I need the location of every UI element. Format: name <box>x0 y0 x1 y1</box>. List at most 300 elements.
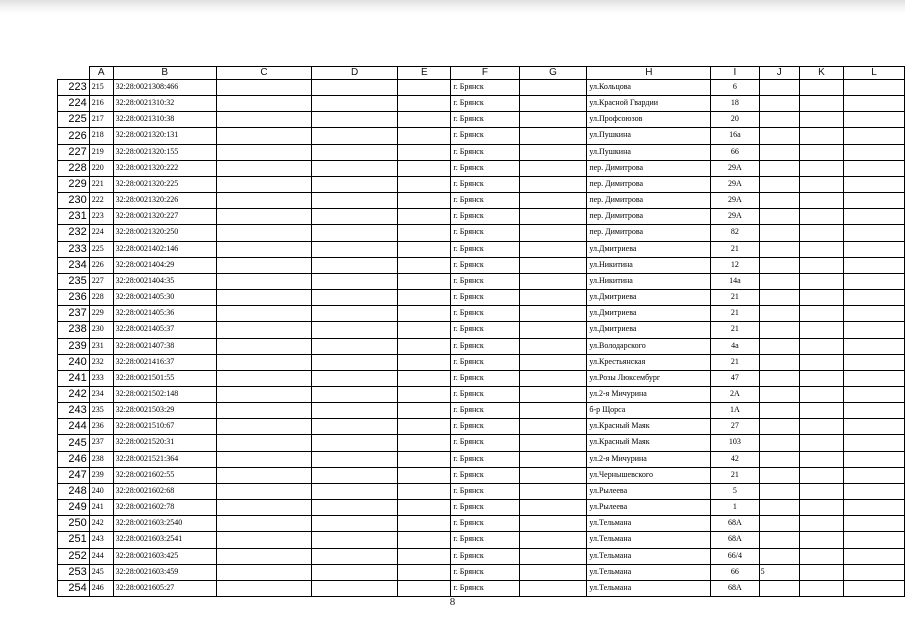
cell-f[interactable]: г. Брянск <box>451 193 519 209</box>
row-number[interactable]: 254 <box>58 580 90 596</box>
cell-c[interactable] <box>216 338 311 354</box>
cell-j[interactable] <box>759 128 799 144</box>
cell-j[interactable] <box>759 241 799 257</box>
cell-c[interactable] <box>216 176 311 192</box>
cell-h[interactable]: ул.Тельмана <box>587 580 711 596</box>
row-number[interactable]: 226 <box>58 128 90 144</box>
cell-f[interactable]: г. Брянск <box>451 548 519 564</box>
row-number[interactable]: 243 <box>58 403 90 419</box>
cell-b[interactable]: 32:28:0021320:250 <box>113 225 216 241</box>
row-number[interactable]: 245 <box>58 435 90 451</box>
cell-l[interactable] <box>844 322 905 338</box>
cell-a[interactable]: 222 <box>89 193 113 209</box>
cell-e[interactable] <box>398 419 451 435</box>
cell-c[interactable] <box>216 483 311 499</box>
cell-e[interactable] <box>398 160 451 176</box>
cell-f[interactable]: г. Брянск <box>451 516 519 532</box>
cell-f[interactable]: г. Брянск <box>451 386 519 402</box>
cell-g[interactable] <box>519 500 587 516</box>
cell-f[interactable]: г. Брянск <box>451 580 519 596</box>
cell-j[interactable] <box>759 580 799 596</box>
cell-i[interactable]: 4а <box>711 338 759 354</box>
cell-e[interactable] <box>398 516 451 532</box>
cell-b[interactable]: 32:28:0021402:146 <box>113 241 216 257</box>
cell-b[interactable]: 32:28:0021416:37 <box>113 354 216 370</box>
cell-g[interactable] <box>519 241 587 257</box>
cell-e[interactable] <box>398 80 451 96</box>
cell-c[interactable] <box>216 532 311 548</box>
cell-c[interactable] <box>216 257 311 273</box>
cell-f[interactable]: г. Брянск <box>451 273 519 289</box>
cell-e[interactable] <box>398 193 451 209</box>
cell-a[interactable]: 226 <box>89 257 113 273</box>
row-number[interactable]: 230 <box>58 193 90 209</box>
cell-l[interactable] <box>844 306 905 322</box>
cell-k[interactable] <box>799 483 843 499</box>
cell-i[interactable]: 103 <box>711 435 759 451</box>
cell-i[interactable]: 12 <box>711 257 759 273</box>
cell-i[interactable]: 21 <box>711 290 759 306</box>
cell-k[interactable] <box>799 548 843 564</box>
cell-a[interactable]: 223 <box>89 209 113 225</box>
cell-j[interactable] <box>759 354 799 370</box>
cell-a[interactable]: 237 <box>89 435 113 451</box>
cell-h[interactable]: б-р Щорса <box>587 403 711 419</box>
cell-h[interactable]: ул.Кольцова <box>587 80 711 96</box>
cell-i[interactable]: 66 <box>711 564 759 580</box>
cell-j[interactable] <box>759 532 799 548</box>
cell-c[interactable] <box>216 516 311 532</box>
cell-i[interactable]: 14а <box>711 273 759 289</box>
cell-f[interactable]: г. Брянск <box>451 112 519 128</box>
cell-k[interactable] <box>799 209 843 225</box>
cell-g[interactable] <box>519 483 587 499</box>
cell-e[interactable] <box>398 548 451 564</box>
cell-j[interactable] <box>759 386 799 402</box>
cell-l[interactable] <box>844 451 905 467</box>
cell-g[interactable] <box>519 160 587 176</box>
cell-i[interactable]: 2А <box>711 386 759 402</box>
cell-l[interactable] <box>844 532 905 548</box>
cell-c[interactable] <box>216 225 311 241</box>
row-number[interactable]: 246 <box>58 451 90 467</box>
cell-e[interactable] <box>398 290 451 306</box>
cell-h[interactable]: ул.Никитина <box>587 273 711 289</box>
cell-l[interactable] <box>844 160 905 176</box>
cell-j[interactable] <box>759 500 799 516</box>
cell-j[interactable] <box>759 144 799 160</box>
cell-j[interactable] <box>759 273 799 289</box>
cell-g[interactable] <box>519 193 587 209</box>
cell-j[interactable] <box>759 403 799 419</box>
cell-c[interactable] <box>216 306 311 322</box>
cell-a[interactable]: 230 <box>89 322 113 338</box>
cell-g[interactable] <box>519 532 587 548</box>
cell-b[interactable]: 32:28:0021501:55 <box>113 370 216 386</box>
cell-f[interactable]: г. Брянск <box>451 403 519 419</box>
cell-l[interactable] <box>844 370 905 386</box>
cell-c[interactable] <box>216 144 311 160</box>
cell-e[interactable] <box>398 176 451 192</box>
cell-a[interactable]: 234 <box>89 386 113 402</box>
cell-e[interactable] <box>398 338 451 354</box>
cell-e[interactable] <box>398 128 451 144</box>
cell-j[interactable] <box>759 451 799 467</box>
cell-h[interactable]: ул.Пушкина <box>587 128 711 144</box>
cell-c[interactable] <box>216 354 311 370</box>
column-header-i[interactable]: I <box>711 67 759 80</box>
cell-k[interactable] <box>799 354 843 370</box>
cell-i[interactable]: 20 <box>711 112 759 128</box>
cell-a[interactable]: 235 <box>89 403 113 419</box>
row-number[interactable]: 249 <box>58 500 90 516</box>
cell-c[interactable] <box>216 160 311 176</box>
cell-b[interactable]: 32:28:0021320:227 <box>113 209 216 225</box>
cell-d[interactable] <box>312 80 398 96</box>
cell-g[interactable] <box>519 225 587 241</box>
cell-k[interactable] <box>799 467 843 483</box>
cell-h[interactable]: ул.Тельмана <box>587 516 711 532</box>
cell-j[interactable] <box>759 338 799 354</box>
cell-e[interactable] <box>398 209 451 225</box>
cell-d[interactable] <box>312 96 398 112</box>
cell-a[interactable]: 244 <box>89 548 113 564</box>
cell-l[interactable] <box>844 516 905 532</box>
cell-c[interactable] <box>216 370 311 386</box>
cell-a[interactable]: 215 <box>89 80 113 96</box>
cell-j[interactable] <box>759 483 799 499</box>
cell-k[interactable] <box>799 435 843 451</box>
cell-h[interactable]: ул.Пушкина <box>587 144 711 160</box>
cell-g[interactable] <box>519 290 587 306</box>
cell-g[interactable] <box>519 354 587 370</box>
cell-b[interactable]: 32:28:0021404:35 <box>113 273 216 289</box>
cell-h[interactable]: пер. Димитрова <box>587 176 711 192</box>
cell-l[interactable] <box>844 435 905 451</box>
row-number[interactable]: 242 <box>58 386 90 402</box>
cell-i[interactable]: 18 <box>711 96 759 112</box>
cell-d[interactable] <box>312 160 398 176</box>
cell-e[interactable] <box>398 273 451 289</box>
cell-e[interactable] <box>398 112 451 128</box>
cell-f[interactable]: г. Брянск <box>451 306 519 322</box>
cell-f[interactable]: г. Брянск <box>451 209 519 225</box>
cell-d[interactable] <box>312 225 398 241</box>
cell-d[interactable] <box>312 419 398 435</box>
cell-g[interactable] <box>519 516 587 532</box>
row-number[interactable]: 224 <box>58 96 90 112</box>
cell-f[interactable]: г. Брянск <box>451 564 519 580</box>
cell-h[interactable]: пер. Димитрова <box>587 209 711 225</box>
cell-k[interactable] <box>799 128 843 144</box>
cell-a[interactable]: 218 <box>89 128 113 144</box>
cell-f[interactable]: г. Брянск <box>451 338 519 354</box>
cell-a[interactable]: 220 <box>89 160 113 176</box>
cell-a[interactable]: 217 <box>89 112 113 128</box>
cell-g[interactable] <box>519 548 587 564</box>
cell-c[interactable] <box>216 96 311 112</box>
cell-f[interactable]: г. Брянск <box>451 322 519 338</box>
cell-d[interactable] <box>312 176 398 192</box>
cell-j[interactable] <box>759 322 799 338</box>
cell-b[interactable]: 32:28:0021602:55 <box>113 467 216 483</box>
cell-a[interactable]: 241 <box>89 500 113 516</box>
cell-c[interactable] <box>216 500 311 516</box>
cell-j[interactable] <box>759 435 799 451</box>
cell-e[interactable] <box>398 144 451 160</box>
row-number[interactable]: 248 <box>58 483 90 499</box>
cell-k[interactable] <box>799 580 843 596</box>
cell-l[interactable] <box>844 354 905 370</box>
cell-c[interactable] <box>216 322 311 338</box>
cell-i[interactable]: 29А <box>711 209 759 225</box>
cell-j[interactable] <box>759 193 799 209</box>
cell-k[interactable] <box>799 564 843 580</box>
cell-e[interactable] <box>398 96 451 112</box>
cell-j[interactable]: 5 <box>759 564 799 580</box>
cell-l[interactable] <box>844 176 905 192</box>
cell-c[interactable] <box>216 290 311 306</box>
cell-d[interactable] <box>312 386 398 402</box>
cell-k[interactable] <box>799 290 843 306</box>
cell-b[interactable]: 32:28:0021510:67 <box>113 419 216 435</box>
column-header-h[interactable]: H <box>587 67 711 80</box>
cell-i[interactable]: 1 <box>711 500 759 516</box>
cell-j[interactable] <box>759 516 799 532</box>
cell-c[interactable] <box>216 386 311 402</box>
cell-i[interactable]: 21 <box>711 306 759 322</box>
cell-b[interactable]: 32:28:0021503:29 <box>113 403 216 419</box>
row-number[interactable]: 252 <box>58 548 90 564</box>
cell-c[interactable] <box>216 241 311 257</box>
cell-l[interactable] <box>844 580 905 596</box>
cell-j[interactable] <box>759 370 799 386</box>
cell-i[interactable]: 82 <box>711 225 759 241</box>
cell-a[interactable]: 232 <box>89 354 113 370</box>
cell-g[interactable] <box>519 580 587 596</box>
cell-g[interactable] <box>519 80 587 96</box>
cell-c[interactable] <box>216 564 311 580</box>
cell-f[interactable]: г. Брянск <box>451 500 519 516</box>
cell-g[interactable] <box>519 419 587 435</box>
cell-h[interactable]: пер. Димитрова <box>587 193 711 209</box>
cell-k[interactable] <box>799 532 843 548</box>
cell-h[interactable]: ул.Дмитриева <box>587 241 711 257</box>
cell-l[interactable] <box>844 548 905 564</box>
cell-i[interactable]: 66/4 <box>711 548 759 564</box>
cell-d[interactable] <box>312 257 398 273</box>
cell-l[interactable] <box>844 225 905 241</box>
cell-h[interactable]: ул.Рылеева <box>587 500 711 516</box>
row-number[interactable]: 239 <box>58 338 90 354</box>
cell-h[interactable]: ул.Никитина <box>587 257 711 273</box>
column-header-b[interactable]: B <box>113 67 216 80</box>
cell-a[interactable]: 245 <box>89 564 113 580</box>
cell-f[interactable]: г. Брянск <box>451 96 519 112</box>
cell-g[interactable] <box>519 306 587 322</box>
cell-k[interactable] <box>799 500 843 516</box>
cell-c[interactable] <box>216 435 311 451</box>
cell-k[interactable] <box>799 96 843 112</box>
cell-d[interactable] <box>312 112 398 128</box>
cell-c[interactable] <box>216 112 311 128</box>
cell-g[interactable] <box>519 338 587 354</box>
cell-k[interactable] <box>799 273 843 289</box>
row-number[interactable]: 241 <box>58 370 90 386</box>
cell-b[interactable]: 32:28:0021603:2540 <box>113 516 216 532</box>
cell-e[interactable] <box>398 403 451 419</box>
cell-g[interactable] <box>519 435 587 451</box>
cell-f[interactable]: г. Брянск <box>451 144 519 160</box>
cell-a[interactable]: 225 <box>89 241 113 257</box>
column-header-c[interactable]: C <box>216 67 311 80</box>
cell-l[interactable] <box>844 564 905 580</box>
cell-i[interactable]: 21 <box>711 467 759 483</box>
row-number[interactable]: 253 <box>58 564 90 580</box>
column-header-f[interactable]: F <box>451 67 519 80</box>
cell-h[interactable]: ул.2-я Мичурина <box>587 451 711 467</box>
cell-b[interactable]: 32:28:0021520:31 <box>113 435 216 451</box>
column-header-k[interactable]: K <box>799 67 843 80</box>
row-number[interactable]: 250 <box>58 516 90 532</box>
cell-h[interactable]: ул.Дмитриева <box>587 322 711 338</box>
cell-f[interactable]: г. Брянск <box>451 467 519 483</box>
cell-d[interactable] <box>312 435 398 451</box>
row-number[interactable]: 240 <box>58 354 90 370</box>
cell-b[interactable]: 32:28:0021405:30 <box>113 290 216 306</box>
cell-d[interactable] <box>312 354 398 370</box>
cell-l[interactable] <box>844 128 905 144</box>
cell-g[interactable] <box>519 144 587 160</box>
cell-e[interactable] <box>398 467 451 483</box>
cell-d[interactable] <box>312 516 398 532</box>
cell-i[interactable]: 68А <box>711 580 759 596</box>
cell-c[interactable] <box>216 451 311 467</box>
cell-j[interactable] <box>759 96 799 112</box>
row-number[interactable]: 235 <box>58 273 90 289</box>
cell-f[interactable]: г. Брянск <box>451 160 519 176</box>
row-number[interactable]: 234 <box>58 257 90 273</box>
cell-j[interactable] <box>759 257 799 273</box>
row-number[interactable]: 229 <box>58 176 90 192</box>
cell-j[interactable] <box>759 176 799 192</box>
cell-j[interactable] <box>759 548 799 564</box>
cell-b[interactable]: 32:28:0021502:148 <box>113 386 216 402</box>
column-header-a[interactable]: A <box>89 67 113 80</box>
cell-i[interactable]: 29А <box>711 193 759 209</box>
cell-e[interactable] <box>398 451 451 467</box>
cell-b[interactable]: 32:28:0021602:68 <box>113 483 216 499</box>
row-number[interactable]: 244 <box>58 419 90 435</box>
cell-g[interactable] <box>519 257 587 273</box>
cell-j[interactable] <box>759 419 799 435</box>
cell-g[interactable] <box>519 128 587 144</box>
cell-f[interactable]: г. Брянск <box>451 128 519 144</box>
cell-k[interactable] <box>799 257 843 273</box>
row-number[interactable]: 247 <box>58 467 90 483</box>
cell-i[interactable]: 47 <box>711 370 759 386</box>
column-header-e[interactable]: E <box>398 67 451 80</box>
cell-b[interactable]: 32:28:0021521:364 <box>113 451 216 467</box>
cell-f[interactable]: г. Брянск <box>451 290 519 306</box>
cell-f[interactable]: г. Брянск <box>451 483 519 499</box>
cell-h[interactable]: ул.Красной Гвардии <box>587 96 711 112</box>
cell-k[interactable] <box>799 176 843 192</box>
cell-a[interactable]: 233 <box>89 370 113 386</box>
cell-d[interactable] <box>312 273 398 289</box>
cell-d[interactable] <box>312 532 398 548</box>
cell-d[interactable] <box>312 370 398 386</box>
cell-g[interactable] <box>519 370 587 386</box>
row-number[interactable]: 231 <box>58 209 90 225</box>
row-number[interactable]: 238 <box>58 322 90 338</box>
cell-k[interactable] <box>799 451 843 467</box>
cell-b[interactable]: 32:28:0021320:222 <box>113 160 216 176</box>
cell-f[interactable]: г. Брянск <box>451 435 519 451</box>
cell-d[interactable] <box>312 193 398 209</box>
cell-g[interactable] <box>519 176 587 192</box>
cell-b[interactable]: 32:28:0021605:27 <box>113 580 216 596</box>
row-number[interactable]: 223 <box>58 80 90 96</box>
cell-e[interactable] <box>398 500 451 516</box>
cell-c[interactable] <box>216 193 311 209</box>
cell-l[interactable] <box>844 467 905 483</box>
cell-e[interactable] <box>398 435 451 451</box>
cell-f[interactable]: г. Брянск <box>451 532 519 548</box>
cell-d[interactable] <box>312 128 398 144</box>
row-number[interactable]: 232 <box>58 225 90 241</box>
cell-k[interactable] <box>799 160 843 176</box>
row-number[interactable]: 227 <box>58 144 90 160</box>
cell-j[interactable] <box>759 290 799 306</box>
cell-f[interactable]: г. Брянск <box>451 370 519 386</box>
cell-l[interactable] <box>844 241 905 257</box>
cell-k[interactable] <box>799 193 843 209</box>
cell-e[interactable] <box>398 306 451 322</box>
cell-a[interactable]: 242 <box>89 516 113 532</box>
cell-d[interactable] <box>312 338 398 354</box>
cell-f[interactable]: г. Брянск <box>451 225 519 241</box>
cell-f[interactable]: г. Брянск <box>451 451 519 467</box>
cell-g[interactable] <box>519 564 587 580</box>
cell-k[interactable] <box>799 112 843 128</box>
cell-a[interactable]: 231 <box>89 338 113 354</box>
cell-l[interactable] <box>844 112 905 128</box>
cell-i[interactable]: 1А <box>711 403 759 419</box>
column-header-l[interactable]: L <box>844 67 905 80</box>
column-header-j[interactable]: J <box>759 67 799 80</box>
cell-b[interactable]: 32:28:0021407:38 <box>113 338 216 354</box>
cell-j[interactable] <box>759 306 799 322</box>
cell-h[interactable]: ул.Крестьянская <box>587 354 711 370</box>
cell-g[interactable] <box>519 386 587 402</box>
cell-j[interactable] <box>759 112 799 128</box>
cell-l[interactable] <box>844 96 905 112</box>
cell-h[interactable]: ул.Тельмана <box>587 532 711 548</box>
cell-i[interactable]: 6 <box>711 80 759 96</box>
cell-e[interactable] <box>398 532 451 548</box>
cell-j[interactable] <box>759 209 799 225</box>
cell-j[interactable] <box>759 467 799 483</box>
cell-d[interactable] <box>312 209 398 225</box>
cell-b[interactable]: 32:28:0021320:131 <box>113 128 216 144</box>
cell-k[interactable] <box>799 338 843 354</box>
cell-l[interactable] <box>844 403 905 419</box>
cell-h[interactable]: ул.Рылеева <box>587 483 711 499</box>
cell-f[interactable]: г. Брянск <box>451 176 519 192</box>
cell-h[interactable]: ул.Красный Маяк <box>587 419 711 435</box>
cell-b[interactable]: 32:28:0021603:2541 <box>113 532 216 548</box>
